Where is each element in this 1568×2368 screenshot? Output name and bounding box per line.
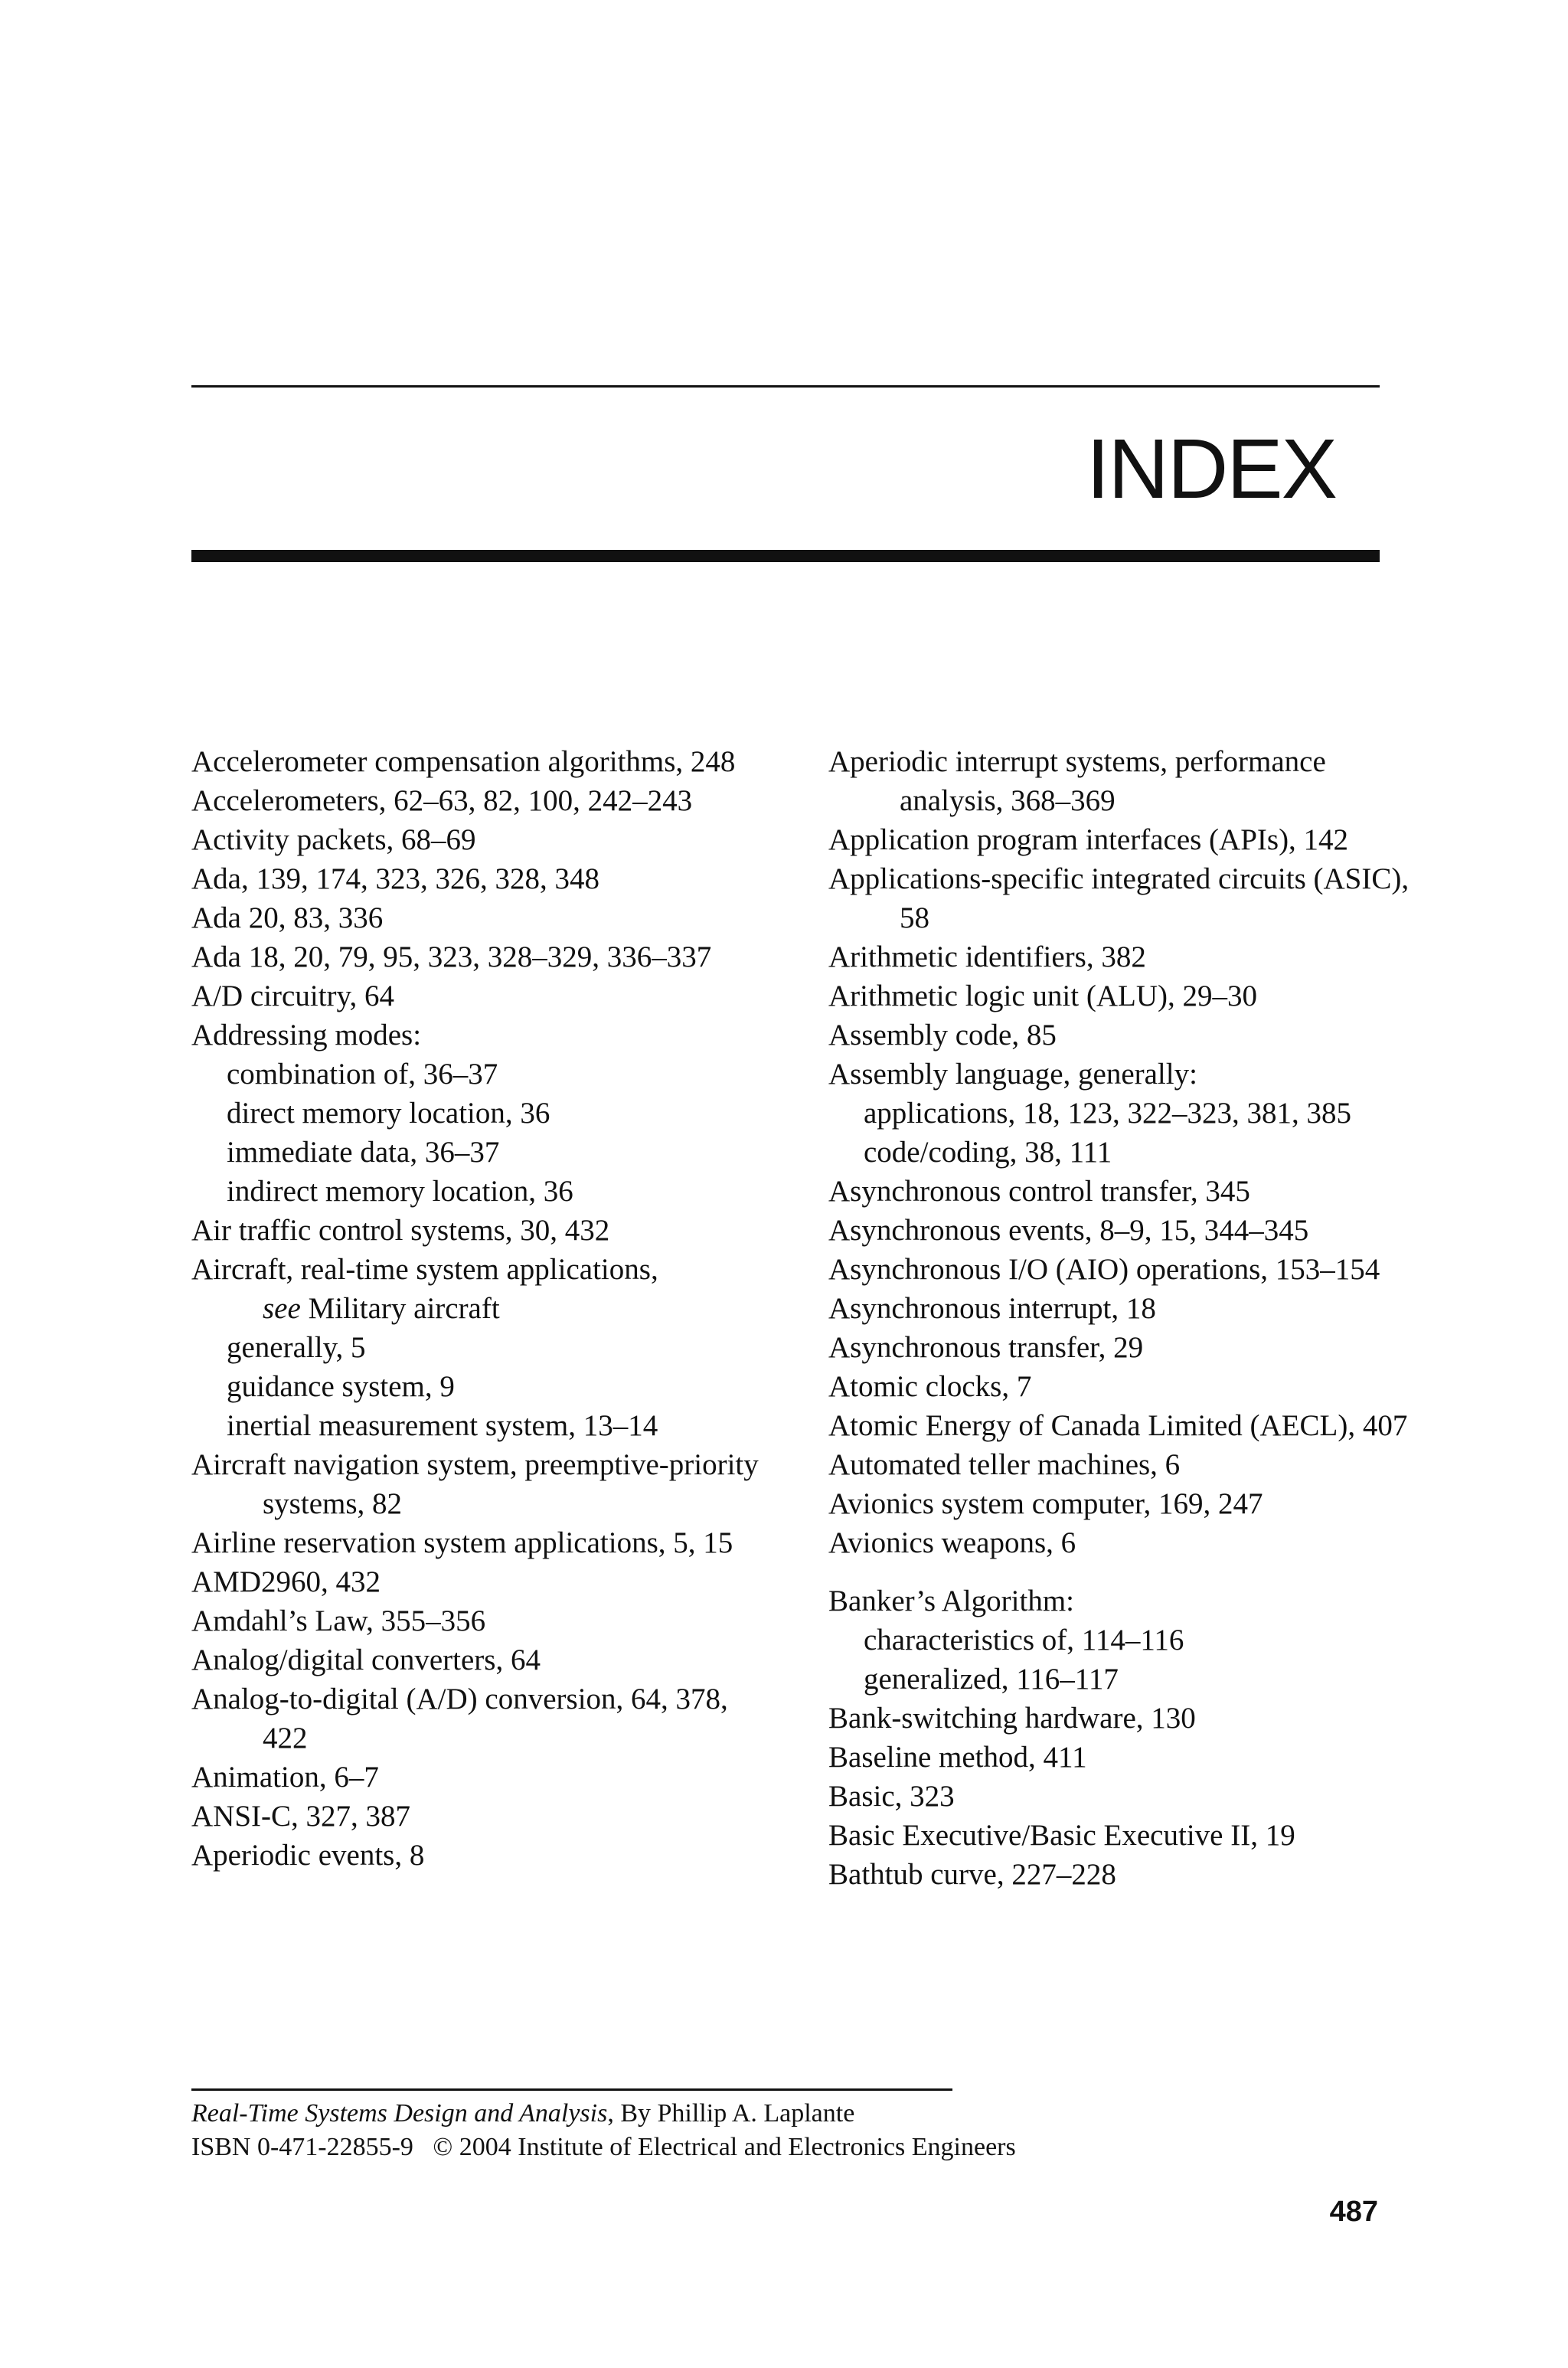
index-entry-text: indirect memory location, 36	[227, 1175, 573, 1208]
index-entry	[191, 742, 773, 781]
index-subentry	[828, 1660, 1410, 1699]
index-entry	[828, 1016, 1410, 1055]
see-reference-target: Military aircraft	[308, 1292, 500, 1325]
index-subentry	[828, 1621, 1410, 1660]
index-entry-text: Ada 20, 83, 336	[191, 901, 384, 934]
index-entry	[191, 1016, 773, 1055]
index-entry-text: AMD2960, 432	[191, 1565, 381, 1598]
index-right-column	[828, 742, 1410, 1894]
index-entry	[191, 1758, 773, 1797]
footnote-book-line	[191, 2097, 1386, 2131]
index-entry-text: Aircraft, real-time system applications,	[191, 1253, 658, 1286]
index-entry-text: Basic, 323	[828, 1780, 955, 1813]
index-entry	[191, 1640, 773, 1680]
index-entry-text: generalized, 116–117	[864, 1663, 1119, 1696]
index-entry-text: Application program interfaces (APIs), 142	[828, 823, 1349, 856]
index-entry-text: Arithmetic logic unit (ALU), 29–30	[828, 980, 1257, 1012]
index-entry-text: Applications-specific integrated circuits (ASIC), 58	[828, 862, 1410, 934]
index-entry-text: Asynchronous interrupt, 18	[828, 1292, 1156, 1325]
index-entry-text: Bathtub curve, 227–228	[828, 1858, 1116, 1891]
index-entry	[828, 1250, 1410, 1289]
index-entry	[828, 1581, 1410, 1621]
index-entry-text: Asynchronous I/O (AIO) operations, 153–154	[828, 1253, 1380, 1286]
index-entry	[828, 937, 1410, 976]
index-entry	[828, 859, 1410, 937]
footnote-rule	[191, 2088, 952, 2091]
index-entry	[191, 1601, 773, 1640]
index-entry-text: immediate data, 36–37	[227, 1136, 500, 1169]
index-entry	[828, 1855, 1410, 1894]
index-entry-text: Avionics weapons, 6	[828, 1526, 1076, 1559]
index-entry	[191, 1445, 773, 1523]
index-entry	[828, 742, 1410, 820]
index-entry-text: Baseline method, 411	[828, 1741, 1087, 1774]
index-entry-text: Analog-to-digital (A/D) conversion, 64, 378, 422	[191, 1683, 728, 1755]
title-rule	[191, 550, 1380, 562]
index-entry-text: Aperiodic events, 8	[191, 1839, 425, 1872]
index-entry	[828, 976, 1410, 1016]
index-entry	[828, 1289, 1410, 1328]
index-entry-text: Accelerometers, 62–63, 82, 100, 242–243	[191, 784, 693, 817]
index-entry	[828, 820, 1410, 859]
index-subentry	[191, 1172, 773, 1211]
footnote-isbn-line: ISBN 0-471-22855-9 © 2004 Institute of Electrical and Electronics Engineers	[191, 2133, 1016, 2161]
index-entry	[828, 1406, 1410, 1445]
index-entry-text: Assembly code, 85	[828, 1019, 1057, 1052]
index-entry-text: Air traffic control systems, 30, 432	[191, 1214, 610, 1247]
index-entry-text: Aircraft navigation system, preemptive-priority systems, 82	[191, 1448, 759, 1520]
index-entry-text: Avionics system computer, 169, 247	[828, 1487, 1263, 1520]
index-entry-text: Bank-switching hardware, 130	[828, 1702, 1196, 1735]
index-entry-text: applications, 18, 123, 322–323, 381, 385	[864, 1097, 1351, 1130]
index-entry-text: Aperiodic interrupt systems, performance analysis, 368–369	[828, 745, 1326, 817]
index-entry	[191, 781, 773, 820]
index-entry	[191, 1680, 773, 1758]
index-entry-text: inertial measurement system, 13–14	[227, 1409, 658, 1442]
index-entry	[828, 1484, 1410, 1523]
see-reference-word: see	[263, 1292, 301, 1325]
index-entry	[828, 1055, 1410, 1094]
index-entry-text: Airline reservation system applications, 5, 15	[191, 1526, 733, 1559]
index-entry-text: code/coding, 38, 111	[864, 1136, 1112, 1169]
top-rule	[191, 385, 1380, 388]
index-subentry	[191, 1367, 773, 1406]
index-entry	[191, 1523, 773, 1562]
index-entry-text: Amdahl’s Law, 355–356	[191, 1604, 486, 1637]
index-entry	[828, 1816, 1410, 1855]
index-subentry	[191, 1133, 773, 1172]
index-entry-text: direct memory location, 36	[227, 1097, 550, 1130]
index-entry-text: combination of, 36–37	[227, 1058, 498, 1091]
index-entry	[191, 1836, 773, 1875]
index-entry-text: Atomic Energy of Canada Limited (AECL), 407	[828, 1409, 1408, 1442]
index-entry	[191, 898, 773, 937]
index-entry-text: Banker’s Algorithm:	[828, 1585, 1075, 1617]
index-entry-text: Animation, 6–7	[191, 1761, 379, 1794]
index-entry-text: Ada 18, 20, 79, 95, 323, 328–329, 336–337	[191, 940, 712, 973]
index-group-gap	[828, 1562, 1410, 1581]
index-entry	[191, 1211, 773, 1250]
index-entry	[828, 1738, 1410, 1777]
footnote-author: , By Phillip A. Laplante	[607, 2099, 855, 2128]
index-entry-text: Arithmetic identifiers, 382	[828, 940, 1146, 973]
index-entry-text: ANSI-C, 327, 387	[191, 1800, 411, 1833]
index-entry-text: Automated teller machines, 6	[828, 1448, 1181, 1481]
index-entry-text: Ada, 139, 174, 323, 326, 328, 348	[191, 862, 599, 895]
index-subentry	[191, 1406, 773, 1445]
index-entry-text: characteristics of, 114–116	[864, 1624, 1184, 1657]
index-subentry	[828, 1133, 1410, 1172]
page-number: 487	[1329, 2196, 1378, 2228]
index-entry	[191, 1250, 773, 1328]
index-entry-text: Asynchronous events, 8–9, 15, 344–345	[828, 1214, 1309, 1247]
footnote-book-title: Real-Time Systems Design and Analysis	[191, 2099, 608, 2128]
index-subentry	[191, 1328, 773, 1367]
index-entry-text: Analog/digital converters, 64	[191, 1644, 541, 1676]
index-subentry	[191, 1055, 773, 1094]
index-left-column	[191, 742, 773, 1875]
index-entry-text: Activity packets, 68–69	[191, 823, 476, 856]
index-entry-text: guidance system, 9	[227, 1370, 455, 1403]
index-entry	[191, 820, 773, 859]
index-entry	[828, 1172, 1410, 1211]
index-entry	[191, 859, 773, 898]
index-entry-text: Atomic clocks, 7	[828, 1370, 1032, 1403]
index-entry-text: Asynchronous transfer, 29	[828, 1331, 1144, 1364]
index-entry-text: A/D circuitry, 64	[191, 980, 394, 1012]
index-entry	[828, 1367, 1410, 1406]
index-entry	[828, 1211, 1410, 1250]
index-entry	[828, 1445, 1410, 1484]
index-entry	[191, 1797, 773, 1836]
index-entry	[191, 976, 773, 1016]
index-entry	[828, 1777, 1410, 1816]
index-entry	[828, 1699, 1410, 1738]
index-entry-text: generally, 5	[227, 1331, 366, 1364]
index-entry	[191, 1562, 773, 1601]
index-entry-text: Addressing modes:	[191, 1019, 422, 1052]
index-entry	[828, 1523, 1410, 1562]
index-entry-text: Asynchronous control transfer, 345	[828, 1175, 1250, 1208]
index-entry	[828, 1328, 1410, 1367]
index-entry-text: Basic Executive/Basic Executive II, 19	[828, 1819, 1295, 1852]
index-entry-text: Accelerometer compensation algorithms, 248	[191, 745, 736, 778]
chapter-title: INDEX	[1086, 422, 1336, 516]
index-entry	[191, 937, 773, 976]
footnote	[191, 2097, 1386, 2164]
index-entry-text: Assembly language, generally:	[828, 1058, 1197, 1091]
index-subentry	[191, 1094, 773, 1133]
index-subentry	[828, 1094, 1410, 1133]
